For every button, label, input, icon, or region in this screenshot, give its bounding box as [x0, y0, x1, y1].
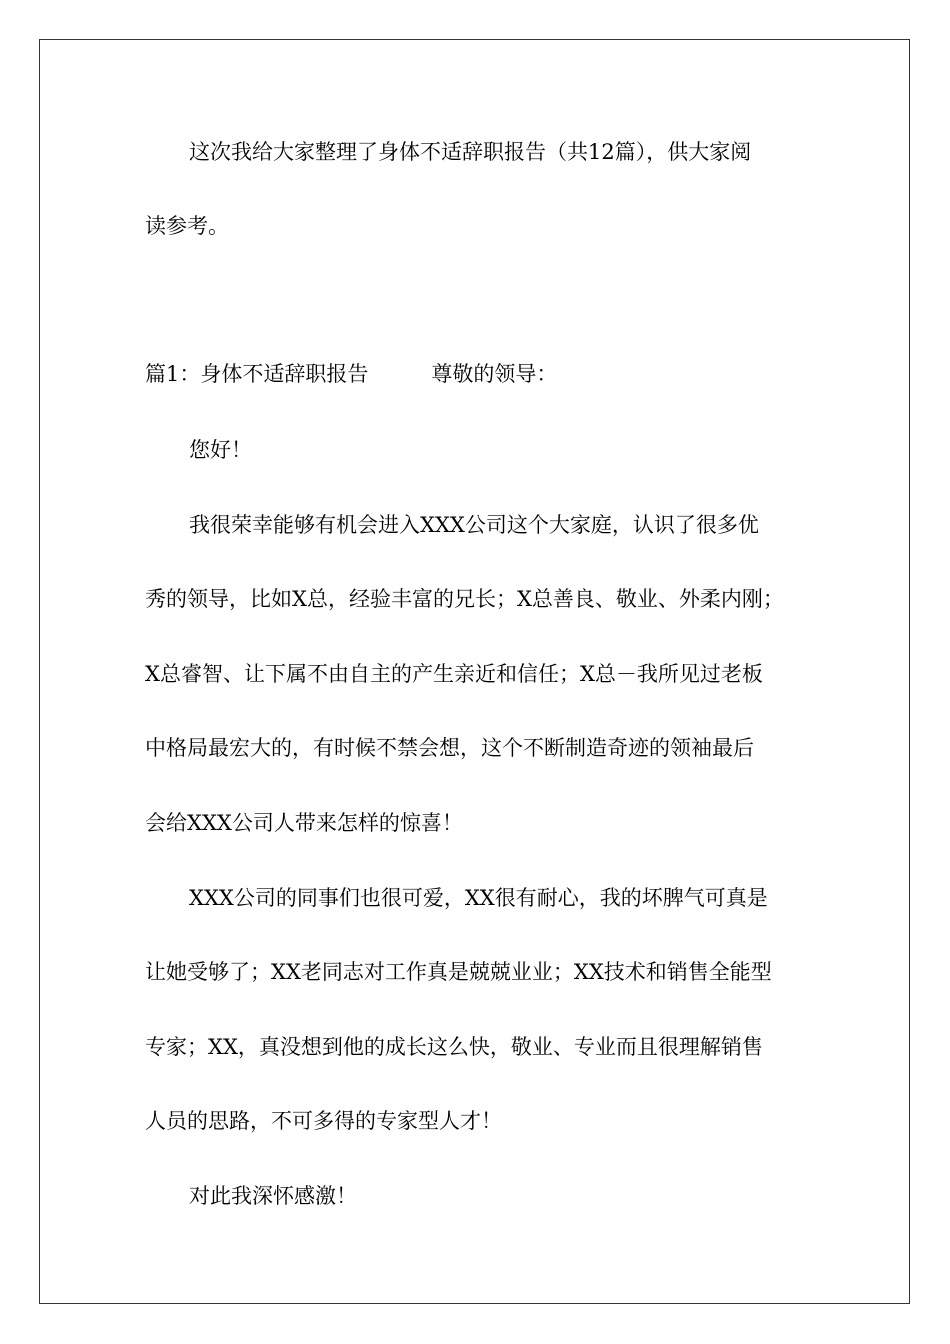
intro-line-2: 读参考。 [145, 214, 229, 238]
paragraph-1-line-3: X总睿智、让下属不由自主的产生亲近和信任；X总－我所见过老板 [145, 662, 763, 686]
paragraph-2-line-3: 专家；XX，真没想到他的成长这么快，敬业、专业而且很理解销售 [145, 1035, 763, 1059]
paragraph-3-line-1: 对此我深怀感激！ [189, 1184, 357, 1208]
paragraph-2-line-2: 让她受够了；XX老同志对工作真是兢兢业业；XX技术和销售全能型 [145, 960, 772, 984]
paragraph-1-line-5: 会给XXX公司人带来怎样的惊喜！ [145, 811, 463, 835]
paragraph-1-line-4: 中格局最宏大的，有时候不禁会想，这个不断制造奇迹的领袖最后 [145, 736, 754, 760]
intro-line-1: 这次我给大家整理了身体不适辞职报告（共12篇），供大家阅 [189, 140, 752, 164]
paragraph-1-line-1: 我很荣幸能够有机会进入XXX公司这个大家庭，认识了很多优 [189, 513, 759, 537]
paragraph-1-line-2: 秀的领导，比如X总，经验丰富的兄长；X总善良、敬业、外柔内刚； [145, 587, 784, 611]
paragraph-2-line-1: XXX公司的同事们也很可爱，XX很有耐心，我的坏脾气可真是 [189, 886, 768, 910]
greeting: 您好！ [189, 438, 252, 462]
paragraph-2-line-4: 人员的思路，不可多得的专家型人才！ [145, 1109, 502, 1133]
section-heading: 篇1：身体不适辞职报告 尊敬的领导： [145, 362, 558, 386]
